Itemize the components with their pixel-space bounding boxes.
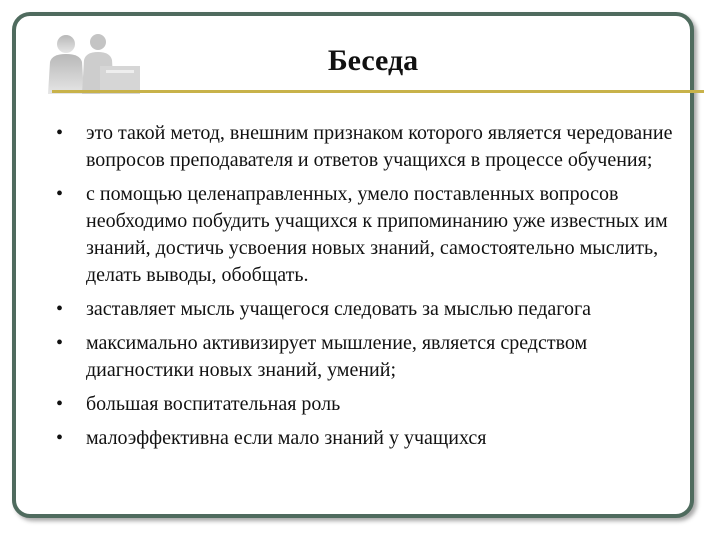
bullet-icon: • [56, 122, 64, 144]
list-item [56, 296, 696, 323]
list-item-text: максимально активизирует мышление, является средством диагностики новых знаний, умений; [86, 332, 588, 381]
list-item-text: большая воспитательная роль [86, 393, 341, 415]
bullet-icon: • [56, 298, 64, 320]
slide-title: Беседа [327, 44, 419, 77]
list-item [56, 120, 696, 174]
list-item-text: малоэффективна если мало знаний у учащихся [86, 427, 487, 449]
list-item [56, 330, 696, 384]
title-underline [52, 90, 704, 93]
list-item-text: это такой метод, внешним признаком которого является чередование вопросов преподавателя и ответов учащихся в процессе обучения; [86, 122, 673, 171]
list-item [56, 391, 696, 418]
bullet-icon: • [56, 183, 64, 205]
slide-frame [12, 12, 694, 518]
list-item-text: заставляет мысль учащегося следовать за мыслью педагога [86, 298, 592, 320]
bullet-list [56, 120, 696, 459]
list-item [56, 181, 696, 289]
bullet-icon: • [56, 393, 64, 415]
bullet-icon: • [56, 332, 64, 354]
list-item-text: с помощью целенаправленных, умело поставленных вопросов необходимо побудить учащихся к припоминанию уже известных им знаний, достичь усвоения новых знаний, самостоятельно мыслить, делать выводы, обобщать. [86, 183, 668, 286]
list-item [56, 425, 696, 452]
bullet-icon: • [56, 427, 64, 449]
